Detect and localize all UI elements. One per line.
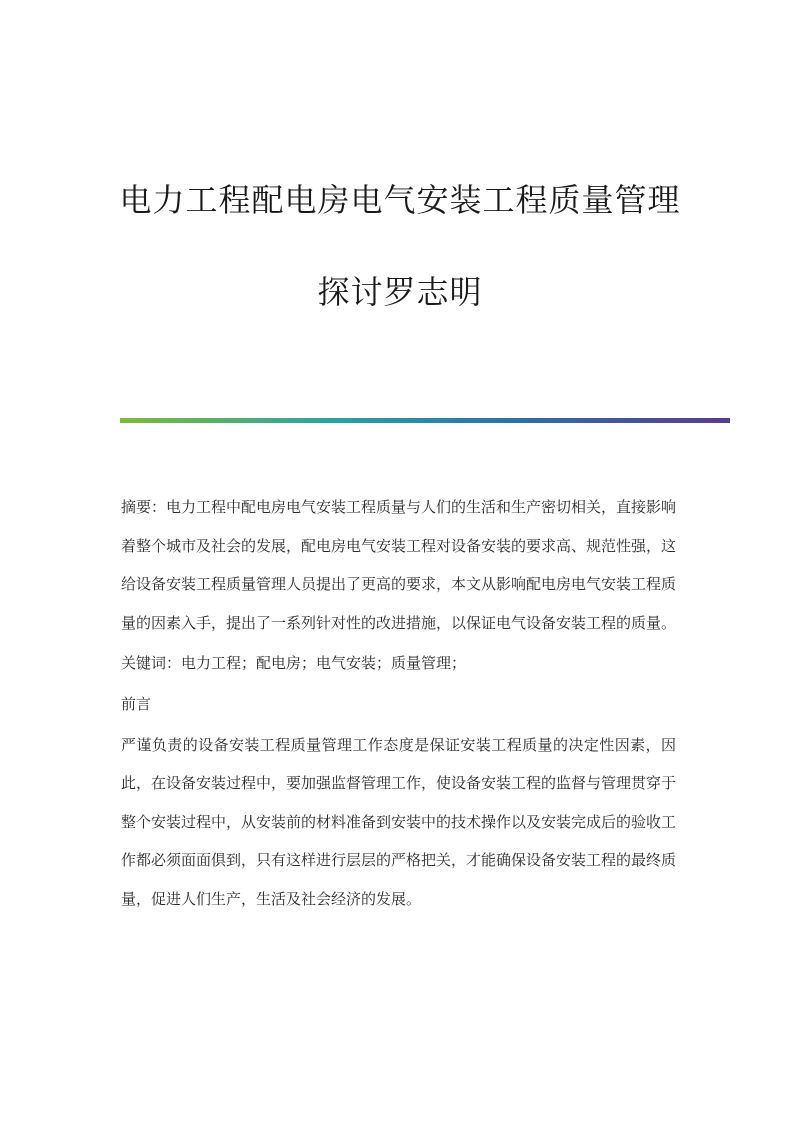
keywords-paragraph: 关键词：电力工程；配电房；电气安装；质量管理；: [121, 654, 467, 673]
preface-paragraph: 严谨负责的设备安装工程质量管理工作态度是保证安装工程质量的决定性因素，因此，在设备安装过程中，要加强监督管理工作，使设备安装工程的监督与管理贯穿于整个安装过程中，从安装前的材料准备到安装中的技术操作以及安装完成后的验收工作都必须面面俱到，只有这样进行层层的严格把关，才能确保设备安装工程的最终质量，促进人们生产，生活及社会经济的发展。: [121, 735, 677, 908]
title-line-2: 探讨罗志明: [317, 273, 483, 311]
preface-heading: 前言: [121, 694, 152, 713]
abstract-paragraph: 摘要：电力工程中配电房电气安装工程质量与人们的生活和生产密切相关，直接影响着整个城市及社会的发展，配电房电气安装工程对设备安装的要求高、规范性强，这给设备安装工程质量管理人员提出了更高的要求，本文从影响配电房电气安装工程质量的因素入手，提出了一系列针对性的改进措施，以保证电气设备安装工程的质量。: [121, 498, 677, 632]
title-line-1: 电力工程配电房电气安装工程质量管理: [119, 181, 681, 219]
document-title: [0, 180, 800, 312]
gradient-divider: [120, 418, 730, 423]
document-body: [121, 488, 676, 919]
